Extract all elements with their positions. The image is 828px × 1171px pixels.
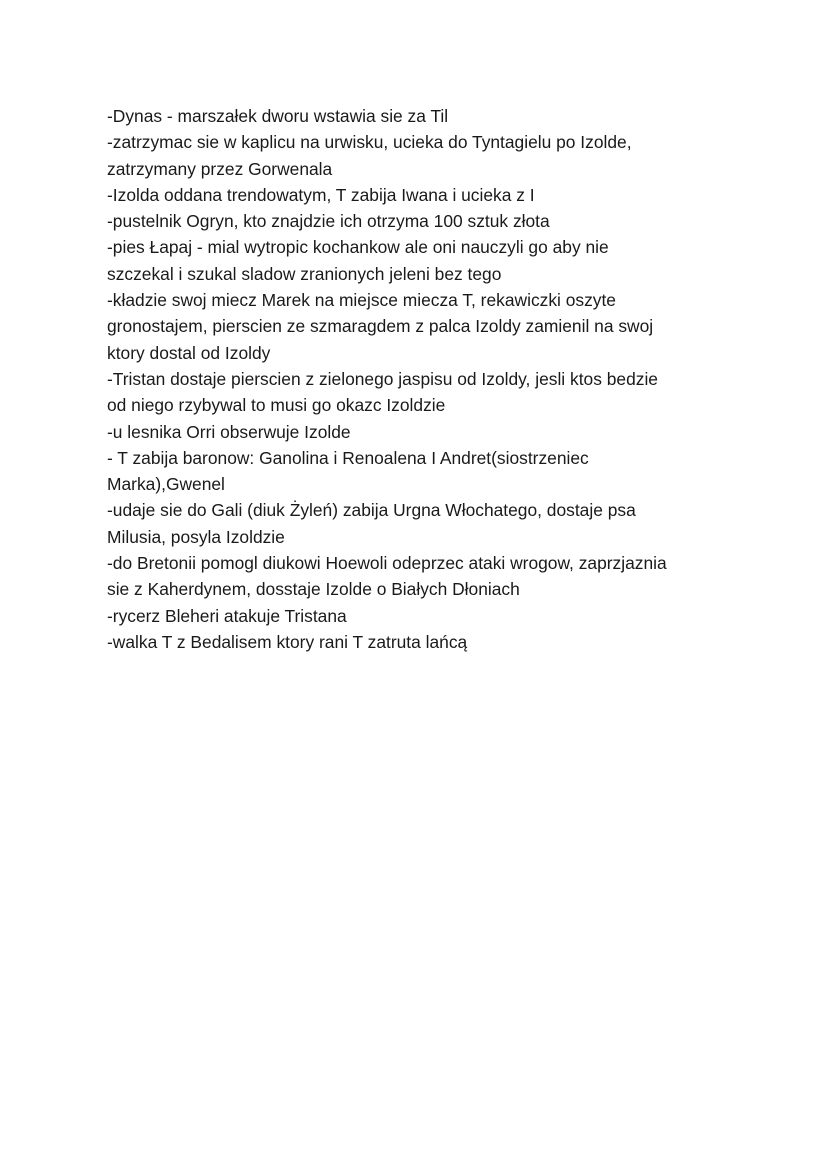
text-line: -udaje sie do Gali (diuk Żyleń) zabija Urgna Włochatego, dostaje psa	[107, 500, 636, 521]
text-line: od niego rzybywal to musi go okazc Izoldzie	[107, 395, 446, 416]
text-line: gronostajem, pierscien ze szmaragdem z palca Izoldy zamienil na swoj	[107, 316, 654, 337]
text-line: zatrzymany przez Gorwenala	[107, 158, 333, 179]
text-line: -pustelnik Ogryn, kto znajdzie ich otrzyma 100 sztuk złota	[107, 211, 550, 232]
text-line: Milusia, posyla Izoldzie	[107, 526, 285, 547]
text-line: Marka),Gwenel	[107, 474, 225, 495]
text-line: ktory dostal od Izoldy	[107, 342, 271, 363]
text-line: -Tristan dostaje pierscien z zielonego jaspisu od Izoldy, jesli ktos bedzie	[107, 368, 658, 389]
text-line: szczekal i szukal sladow zranionych jeleni bez tego	[107, 263, 502, 284]
text-line: -do Bretonii pomogl diukowi Hoewoli odeprzec ataki wrogow, zaprzjaznia	[107, 553, 667, 574]
text-line: -walka T z Bedalisem ktory rani T zatruta lańcą	[107, 631, 468, 652]
text-line: -Dynas - marszałek dworu wstawia sie za Til	[107, 106, 449, 126]
text-line: sie z Kaherdynem, dosstaje Izolde o Białych Dłoniach	[107, 579, 520, 600]
text-line: -pies Łapaj - mial wytropic kochankow ale oni nauczyli go aby nie	[107, 237, 609, 258]
text-line: -u lesnika Orri obserwuje Izolde	[107, 421, 351, 442]
text-line: - T zabija baronow: Ganolina i Renoalena I Andret(siostrzeniec	[107, 447, 589, 468]
text-line: -zatrzymac sie w kaplicu na urwisku, ucieka do Tyntagielu po Izolde,	[107, 132, 632, 153]
text-line: -kładzie swoj miecz Marek na miejsce miecza T, rekawiczki oszyte	[107, 290, 616, 311]
text-line: -rycerz Bleheri atakuje Tristana	[107, 605, 347, 626]
document-body	[107, 103, 747, 655]
text-line: -Izolda oddana trendowatym, T zabija Iwana i ucieka z I	[107, 184, 535, 205]
